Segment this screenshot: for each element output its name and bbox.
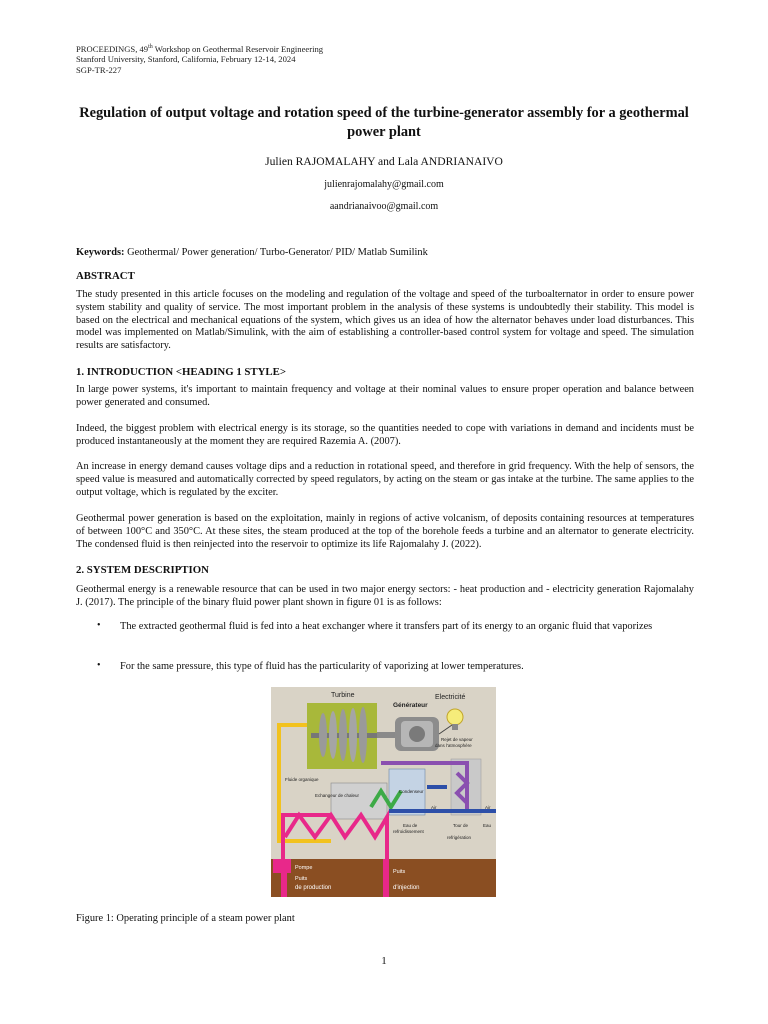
authors: Julien RAJOMALAHY and Lala ANDRIANAIVO: [265, 155, 503, 168]
header-line-3: SGP-TR-227: [76, 64, 122, 75]
label-generateur: Générateur: [393, 702, 428, 709]
label-rejet-1: Rejet de vapeur: [441, 737, 473, 742]
abstract-text: The study presented in this article focuses on the modeling and regulation of the voltage and speed of the turboalternator in order to ensure power system stability and quality of service. The most important problem in the analysis of these systems is undoubtedly their stability. This model is based on the electrical and mechanical equations of the system, which gives us an idea of how the alternator behaves under load disturbances. This model was implemented on Matlab/Simulink, with the aim of establishing a controller-based control system for voltage and speed. The simulation results are satisfactory.: [76, 289, 694, 352]
intro-paragraph-2: Indeed, the biggest problem with electrical energy is its storage, so the quantities needed to cope with variations in demand and incidents must be produced instantaneously at the moment they are required Razemia A. (2007).: [76, 423, 694, 447]
figure-caption: Figure 1: Operating principle of a steam power plant: [76, 913, 295, 924]
pump-icon: [273, 859, 291, 873]
label-tour-2: refrigération: [447, 835, 472, 840]
bullet-item-2: For the same pressure, this type of fluid has the particularity of vaporizing at lower temperatures.: [120, 661, 524, 672]
intro-paragraph-4: Geothermal power generation is based on the exploitation, mainly in regions of active volcanism, of deposits containing resources at temperatures of between 100°C and 350°C. At these sites, the steam produced at the top of the borehole feeds a turbine and an alternator to generate electricity. The condensed fluid is then reinjected into the reservoir to optimize its life Rajomalahy J. (2022).: [76, 513, 694, 550]
paper-title: Regulation of output voltage and rotation speed of the turbine-generator assembly for a geothermal power plant: [79, 105, 689, 140]
label-fluide-organique: Fluide organique: [285, 777, 319, 782]
label-condenseur: Condenseur: [399, 789, 424, 794]
intro-paragraph-3: An increase in energy demand causes voltage dips and a reduction in rotational speed, and therefore in grid frequency. With the help of sensors, the speed value is measured and automatically corrected by speed regulators, by acting on the steam or gas intake at the turbine. The same applies to the output voltage, which is regulated by the exciter.: [76, 461, 694, 498]
label-eau-1: Eau de: [403, 823, 418, 828]
header-line-2: Stanford University, Stanford, California, February 12-14, 2024: [76, 54, 296, 65]
author-email-2[interactable]: aandrianaivoo@gmail.com: [329, 201, 439, 212]
keywords-label: Keywords:: [76, 247, 125, 258]
label-electricite: Electricité: [435, 694, 466, 701]
injection-well: [383, 859, 389, 897]
power-plant-diagram: [271, 687, 496, 897]
label-eau-right: Eau: [483, 823, 492, 828]
label-pompe: Pompe: [295, 865, 313, 871]
label-puits-injection-1: Puits: [393, 869, 406, 875]
diagram-svg: [271, 687, 496, 897]
introduction-heading: 1. INTRODUCTION <HEADING 1 STYLE>: [76, 366, 286, 378]
label-air-right: Air: [485, 805, 491, 810]
label-puits-production-2: de production: [295, 885, 332, 891]
label-puits-injection-2: d'injection: [393, 885, 420, 891]
bullet-icon-1: •: [97, 620, 101, 631]
author-email-1[interactable]: julienrajomalahy@gmail.com: [324, 179, 444, 190]
bullet-icon-2: •: [97, 660, 101, 671]
header-line-1: [76, 44, 323, 54]
keywords-text: Geothermal/ Power generation/ Turbo-Generator/ PID/ Matlab Sumilink: [124, 247, 428, 258]
heat-exchanger-box: [331, 783, 387, 819]
keywords: [76, 247, 694, 260]
page-number: 1: [381, 955, 387, 967]
bullet-item-1: The extracted geothermal fluid is fed into a heat exchanger where it transfers part of its energy to an organic fluid that vaporizes: [120, 621, 653, 632]
label-rejet-2: dans l'atmosphère: [435, 743, 472, 748]
header-line-1-post: Workshop on Geothermal Reservoir Engineering: [152, 44, 324, 54]
turbine-shaft: [377, 732, 397, 738]
system-paragraph: Geothermal energy is a renewable resource that can be used in two major energy sectors: - heat production and - electricity generation Rajomalahy J. (2017). The principle of the binary fluid power plant shown in figure 01 is as follows:: [76, 584, 694, 608]
label-puits-production-1: Puits: [295, 876, 308, 882]
label-air-left: Air: [431, 805, 437, 810]
intro-paragraph-1: In large power systems, it's important to maintain frequency and voltage at their nominal values to ensure proper operation and balance between power generated and consumed.: [76, 384, 694, 408]
production-well: [281, 873, 287, 897]
system-description-heading: 2. SYSTEM DESCRIPTION: [76, 564, 209, 576]
label-eau-2: refroidissement: [393, 829, 424, 834]
header-line-1-pre: PROCEEDINGS, 49: [76, 44, 149, 54]
proceedings-header: [76, 44, 323, 75]
generator-icon: [395, 717, 439, 751]
label-turbine: Turbine: [331, 692, 355, 699]
label-echangeur: Echangeur de chaleur: [315, 793, 360, 798]
abstract-heading: ABSTRACT: [76, 270, 135, 282]
label-tour-1: Tour de: [453, 823, 469, 828]
header-line-1-sup: th: [148, 44, 153, 50]
